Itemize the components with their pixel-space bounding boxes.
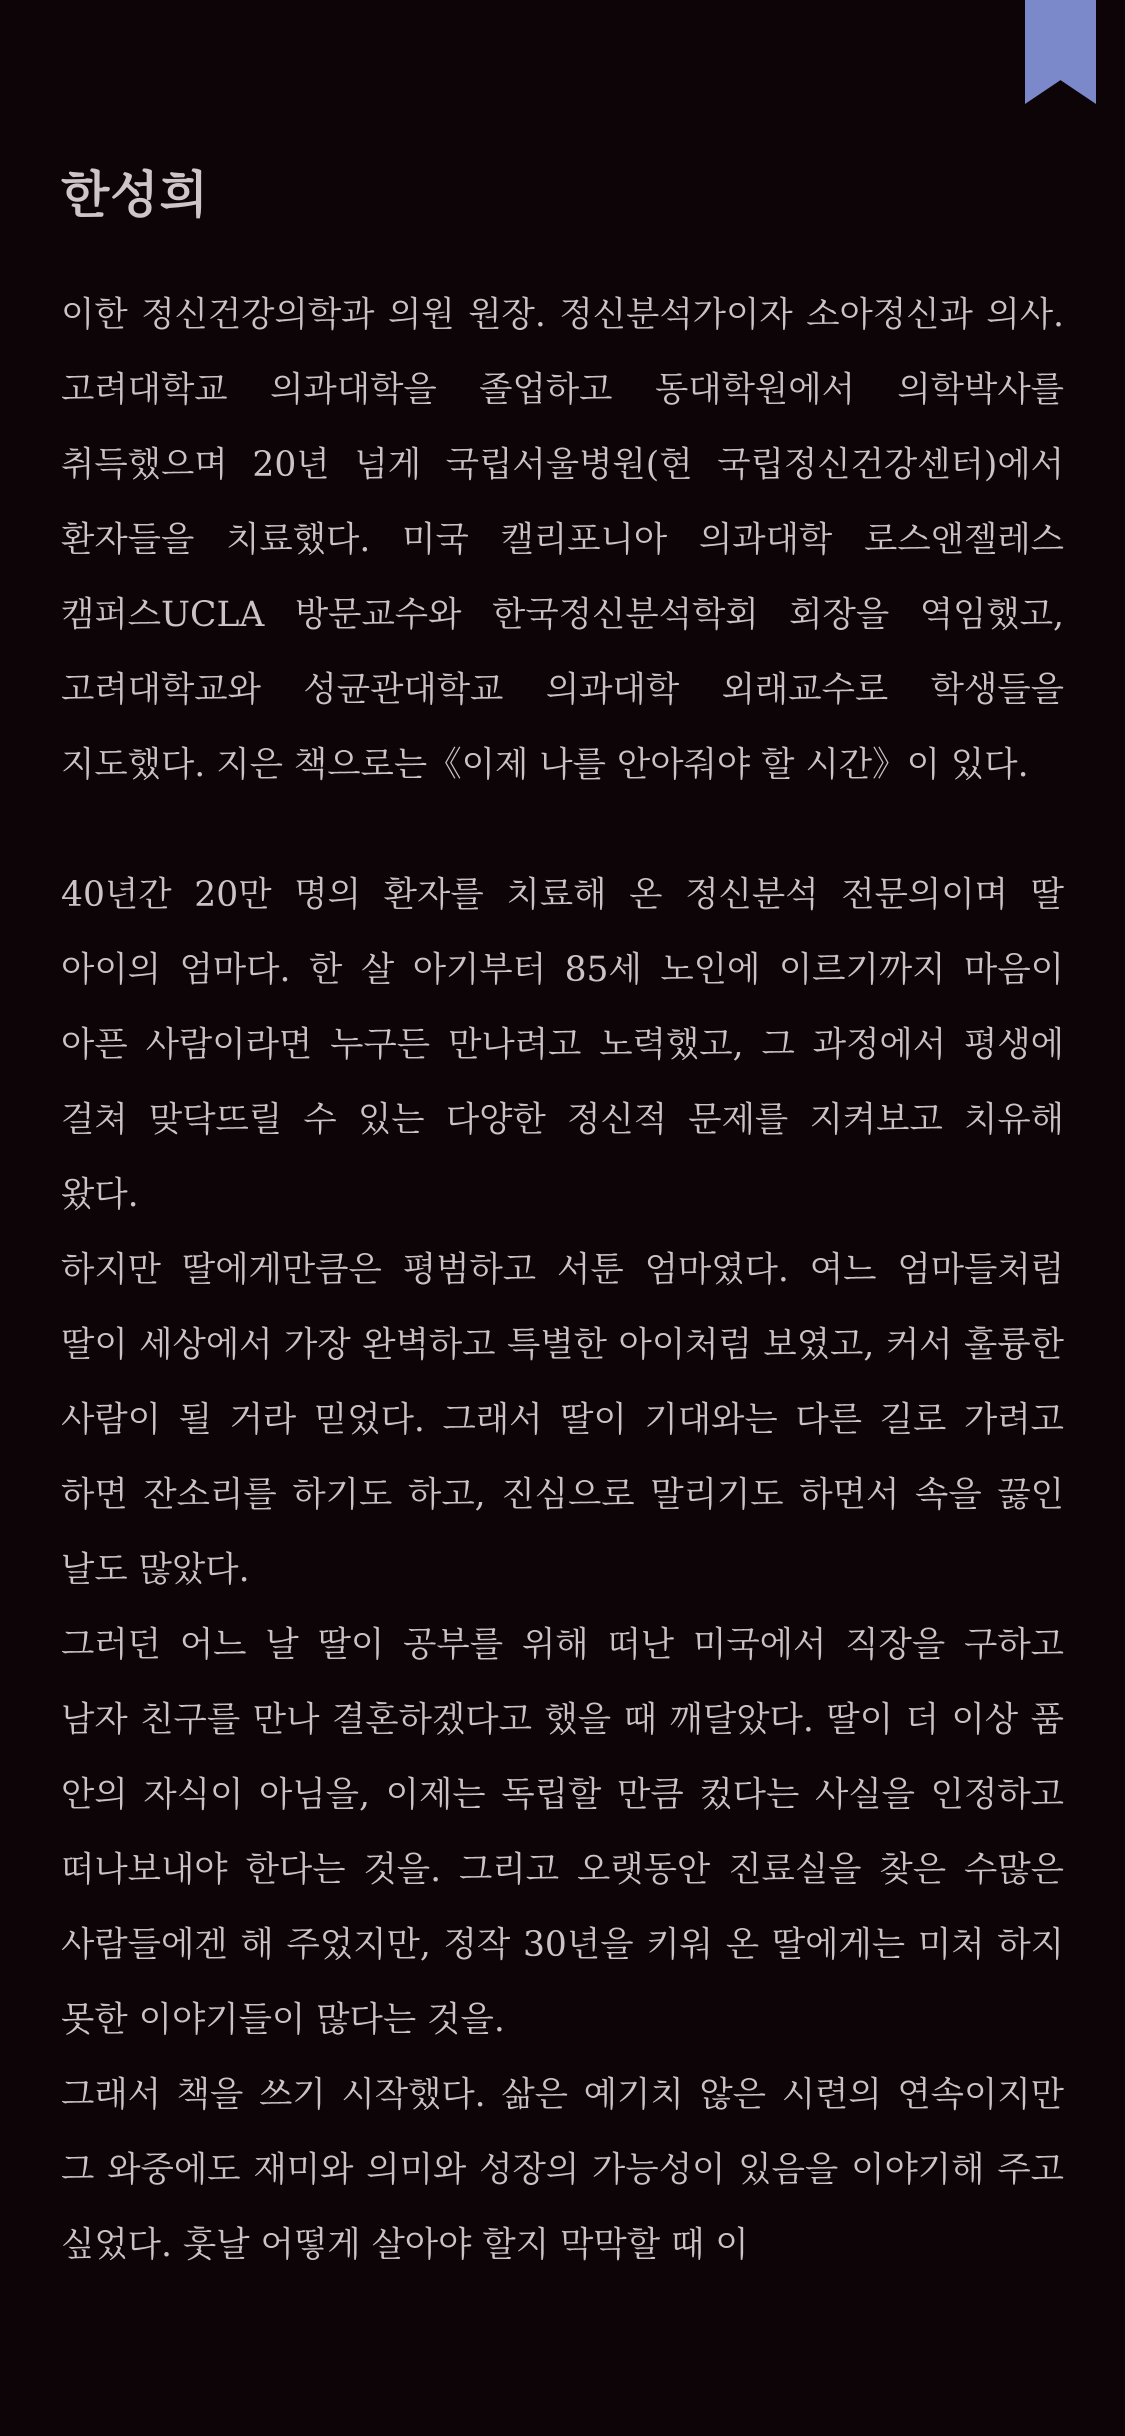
author-bio [61, 278, 1064, 2283]
bookmark-icon[interactable] [1025, 0, 1096, 104]
bio-paragraph-realization: 그러던 어느 날 딸이 공부를 위해 떠난 미국에서 직장을 구하고 남자 친구를 만나 결혼하겠다고 했을 때 깨달았다. 딸이 더 이상 품 안의 자식이 아님을, 이제는 독립할 만큼 컸다는 사실을 인정하고 떠나보내야 한다는 것을. 그리고 오랫동안 진료실을 찾은 수많은 사람들에겐 해 주었지만, 정작 30년을 키워 온 딸에게는 미처 하지 못한 이야기들이 많다는 것을. [61, 1625, 1064, 2040]
bio-paragraph-book-motive: 그래서 책을 쓰기 시작했다. 삶은 예기치 않은 시련의 연속이지만 그 와중에도 재미와 의미와 성장의 가능성이 있음을 이야기해 주고 싶었다. 훗날 어떻게 살아야 할지 막막할 때 이 [61, 2075, 1064, 2265]
bio-paragraph-career: 이한 정신건강의학과 의원 원장. 정신분석가이자 소아정신과 의사. 고려대학교 의과대학을 졸업하고 동대학원에서 의학박사를 취득했으며 20년 넘게 국립서울병원(현 국립정신건강센터)에서 환자들을 치료했다. 미국 캘리포니아 의과대학 로스앤젤레스 캠퍼스UCLA 방문교수와 한국정신분석학회 회장을 역임했고, 고려대학교와 성균관대학교 의과대학 외래교수로 학생들을 지도했다. 지은 책으로는《이제 나를 안아줘야 할 시간》이 있다. [61, 295, 1064, 785]
bio-paragraph-daughter: 하지만 딸에게만큼은 평범하고 서툰 엄마였다. 여느 엄마들처럼 딸이 세상에서 가장 완벽하고 특별한 아이처럼 보였고, 커서 훌륭한 사람이 될 거라 믿었다. 그래서 딸이 기대와는 다른 길로 가려고 하면 잔소리를 하기도 하고, 진심으로 말리기도 하면서 속을 끓인 날도 많았다. [61, 1250, 1064, 1590]
author-bio-page [61, 150, 1064, 2283]
bio-paragraph-experience: 40년간 20만 명의 환자를 치료해 온 정신분석 전문의이며 딸 아이의 엄마다. 한 살 아기부터 85세 노인에 이르기까지 마음이 아픈 사람이라면 누구든 만나려고 노력했고, 그 과정에서 평생에 걸쳐 맞닥뜨릴 수 있는 다양한 정신적 문제를 지켜보고 치유해 왔다. [61, 875, 1064, 1215]
author-name: 한성희 [61, 166, 209, 224]
